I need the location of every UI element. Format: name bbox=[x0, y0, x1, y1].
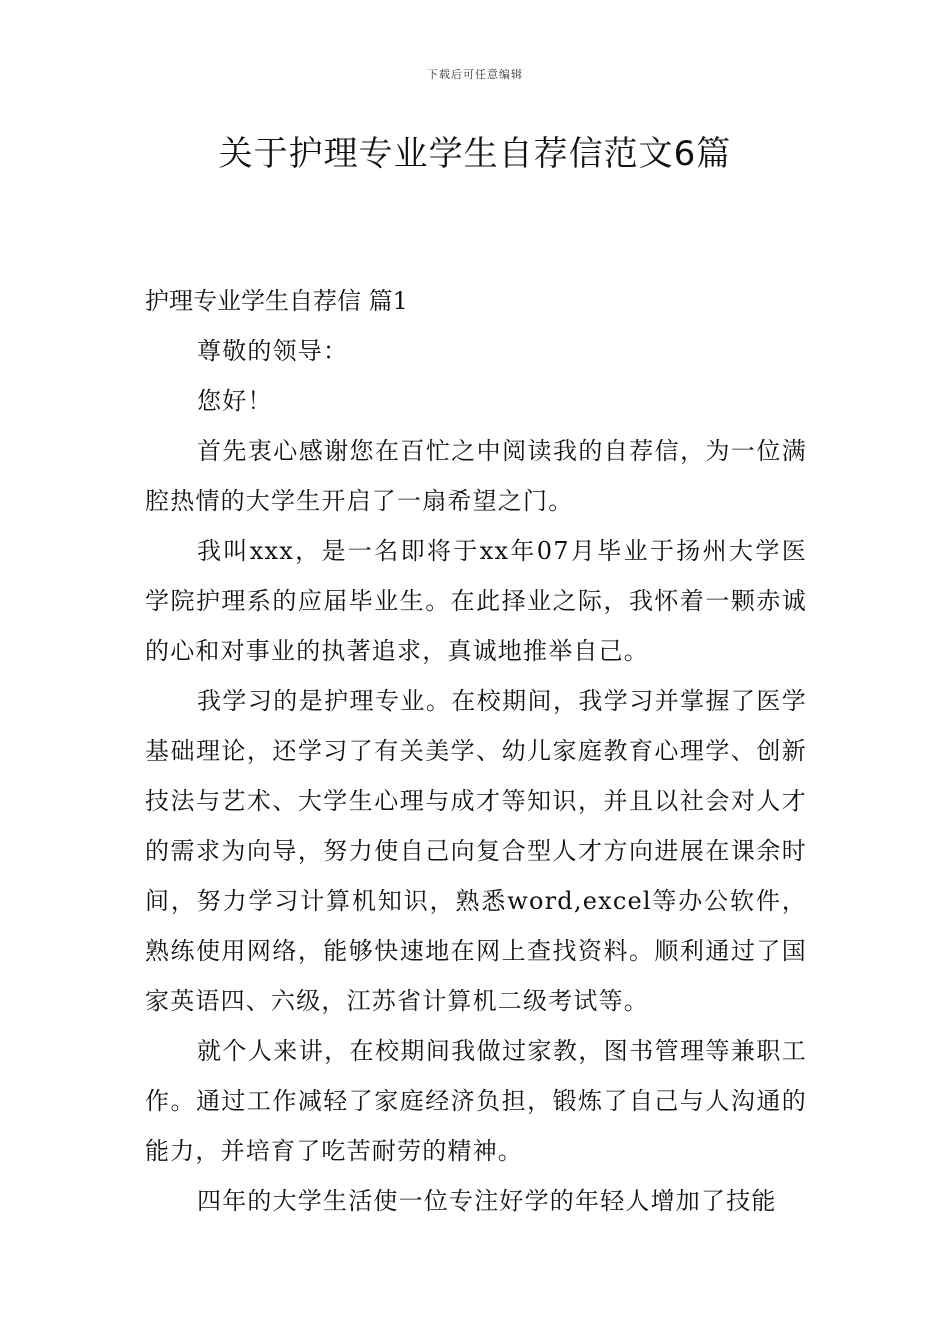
paragraph: 首先衷心感谢您在百忙之中阅读我的自荐信，为一位满腔热情的大学生开启了一扇希望之门。 bbox=[145, 437, 807, 515]
header-note: 下载后可任意编辑 bbox=[427, 68, 523, 81]
document-title: 关于护理专业学生自荐信范文6篇 bbox=[218, 134, 732, 174]
salutation: 尊敬的领导： bbox=[197, 337, 349, 365]
greeting: 您好！ bbox=[197, 387, 273, 415]
paragraph: 我学习的是护理专业。在校期间，我学习并掌握了医学基础理论，还学习了有关美学、幼儿家庭教育心理学、创新技法与艺术、大学生心理与成才等知识，并且以社会对人才的需求为向导，努力使自己向复合型人才方向进展在课余时间，努力学习计算机知识，熟悉word,excel等办公软件，熟练使用网络，能够快速地在网上查找资料。顺利通过了国家英语四、六级，江苏省计算机二级考试等。 bbox=[145, 687, 807, 1015]
paragraph: 就个人来讲，在校期间我做过家教，图书管理等兼职工作。通过工作减轻了家庭经济负担，锻炼了自己与人沟通的能力，并培育了吃苦耐劳的精神。 bbox=[145, 1037, 807, 1165]
section-heading: 护理专业学生自荐信 篇1 bbox=[145, 287, 408, 315]
paragraph: 四年的大学生活使一位专注好学的年轻人增加了技能 bbox=[197, 1187, 777, 1215]
document-body bbox=[145, 276, 807, 1226]
paragraph: 我叫xxx，是一名即将于xx年07月毕业于扬州大学医学院护理系的应届毕业生。在此择业之际，我怀着一颗赤诚的心和对事业的执著追求，真诚地推举自己。 bbox=[145, 537, 807, 665]
